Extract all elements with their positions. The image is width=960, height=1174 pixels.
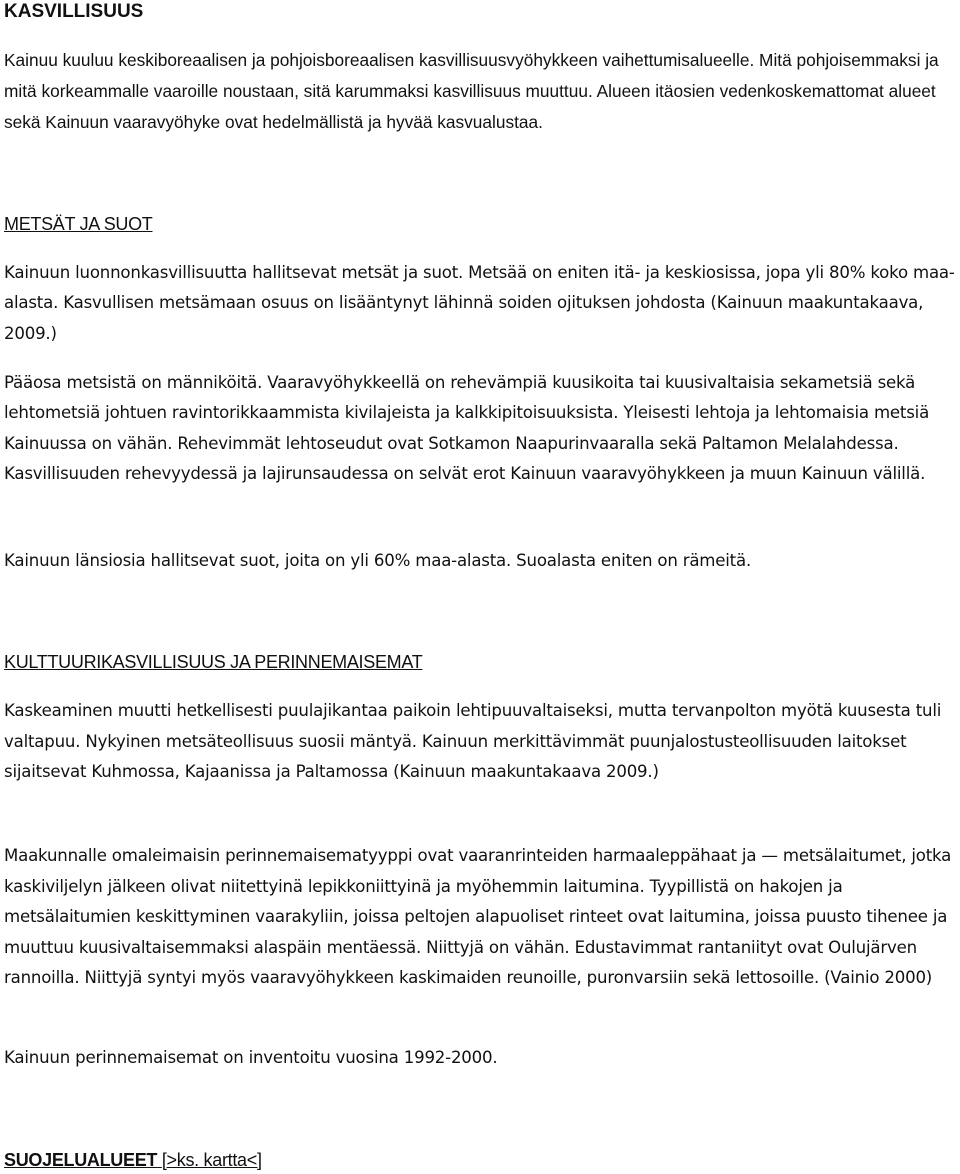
protected-areas-title: SUOJELUALUEET [4, 1150, 158, 1170]
culture-paragraph-3: Kainuun perinnemaisemat on inventoitu vuosina 1992-2000. [4, 1048, 498, 1067]
intro-paragraph: Kainuu kuuluu keskiboreaalisen ja pohjoisboreaalisen kasvillisuusvyöhykkeen vaihettumisalueelle. Mitä pohjoisemmaksi ja mitä korkeammalle vaaroille noustaan, sitä karummaksi kasvillisuus muuttuu. Alueen itäosien vedenkoskemattomat alueet sekä Kainuun vaaravyöhyke ovat hedelmällistä ja hyvää kasvualustaa. [4, 50, 939, 132]
section-heading-forests: METSÄT JA SUOT [4, 214, 153, 234]
forests-paragraph-2: Pääosa metsistä on männiköitä. Vaaravyöhykkeellä on rehevämpiä kuusikoita tai kuusivaltaisia sekametsiä sekä lehtometsiä johtuen ravintorikkaammista kivilajeista ja kalkkipitoisuuksista. Yleisesti lehtoja ja lehtomaisia metsiä Kainuussa on vähän. Rehevimmät lehtoseudut ovat Sotkamon Naapurinvaaralla sekä Paltamon Melalahdessa. Kasvillisuuden rehevyydessä ja lajirunsaudessa on selvät erot Kainuun vaaravyöhykkeen ja muun Kainuun välillä. [4, 373, 930, 483]
map-link[interactable]: [>ks. kartta<] [161, 1150, 262, 1170]
culture-paragraph-2: Maakunnalle omaleimaisin perinnemaisematyyppi ovat vaaranrinteiden harmaaleppähaat ja — metsälaitumet, jotka kaskiviljelyn jälkeen olivat niitettyinä lepikkoniittyinä ja myöhemmin laitumina. Tyypillistä on hakojen ja metsälaitumien keskittyminen vaarakyliin, joissa peltojen alapuoliset rinteet ovat laitumina, joissa puusto tihenee ja muuttuu kuusivaltaisemmaksi alaspäin mentäessä. Niittyjä on vähän. Edustavimmat rantaniityt ovat Oulujärven rannoilla. Niittyjä syntyi myös vaaravyöhykkeen kaskimaiden reunoille, puronvarsiin sekä lettosoille. (Vainio 2000) [4, 846, 952, 987]
forests-paragraph-1: Kainuun luonnonkasvillisuutta hallitsevat metsät ja suot. Metsää on eniten itä- ja keskiosissa, jopa yli 80% koko maa-alasta. Kasvullisen metsämaan osuus on lisääntynyt lähinnä soiden ojituksen johdosta (Kainuun maakuntakaava, 2009.) [4, 263, 955, 343]
page-title: KASVILLISUUS [4, 1, 144, 22]
culture-paragraph-1: Kaskeaminen muutti hetkellisesti puulajikantaa paikoin lehtipuuvaltaiseksi, mutta tervanpolton myötä kuusesta tuli valtapuu. Nykyinen metsäteollisuus suosii mäntyä. Kainuun merkittävimmät puunjalostusteollisuuden laitokset sijaitsevat Kuhmossa, Kajaanissa ja Paltamossa (Kainuun maakuntakaava 2009.) [4, 701, 942, 781]
forests-paragraph-3: Kainuun länsiosia hallitsevat suot, joita on yli 60% maa-alasta. Suoalasta eniten on rämeitä. [4, 551, 752, 570]
section-heading-culture: KULTTUURIKASVILLISUUS JA PERINNEMAISEMAT [4, 652, 423, 672]
section-heading-protected [4, 1148, 262, 1172]
